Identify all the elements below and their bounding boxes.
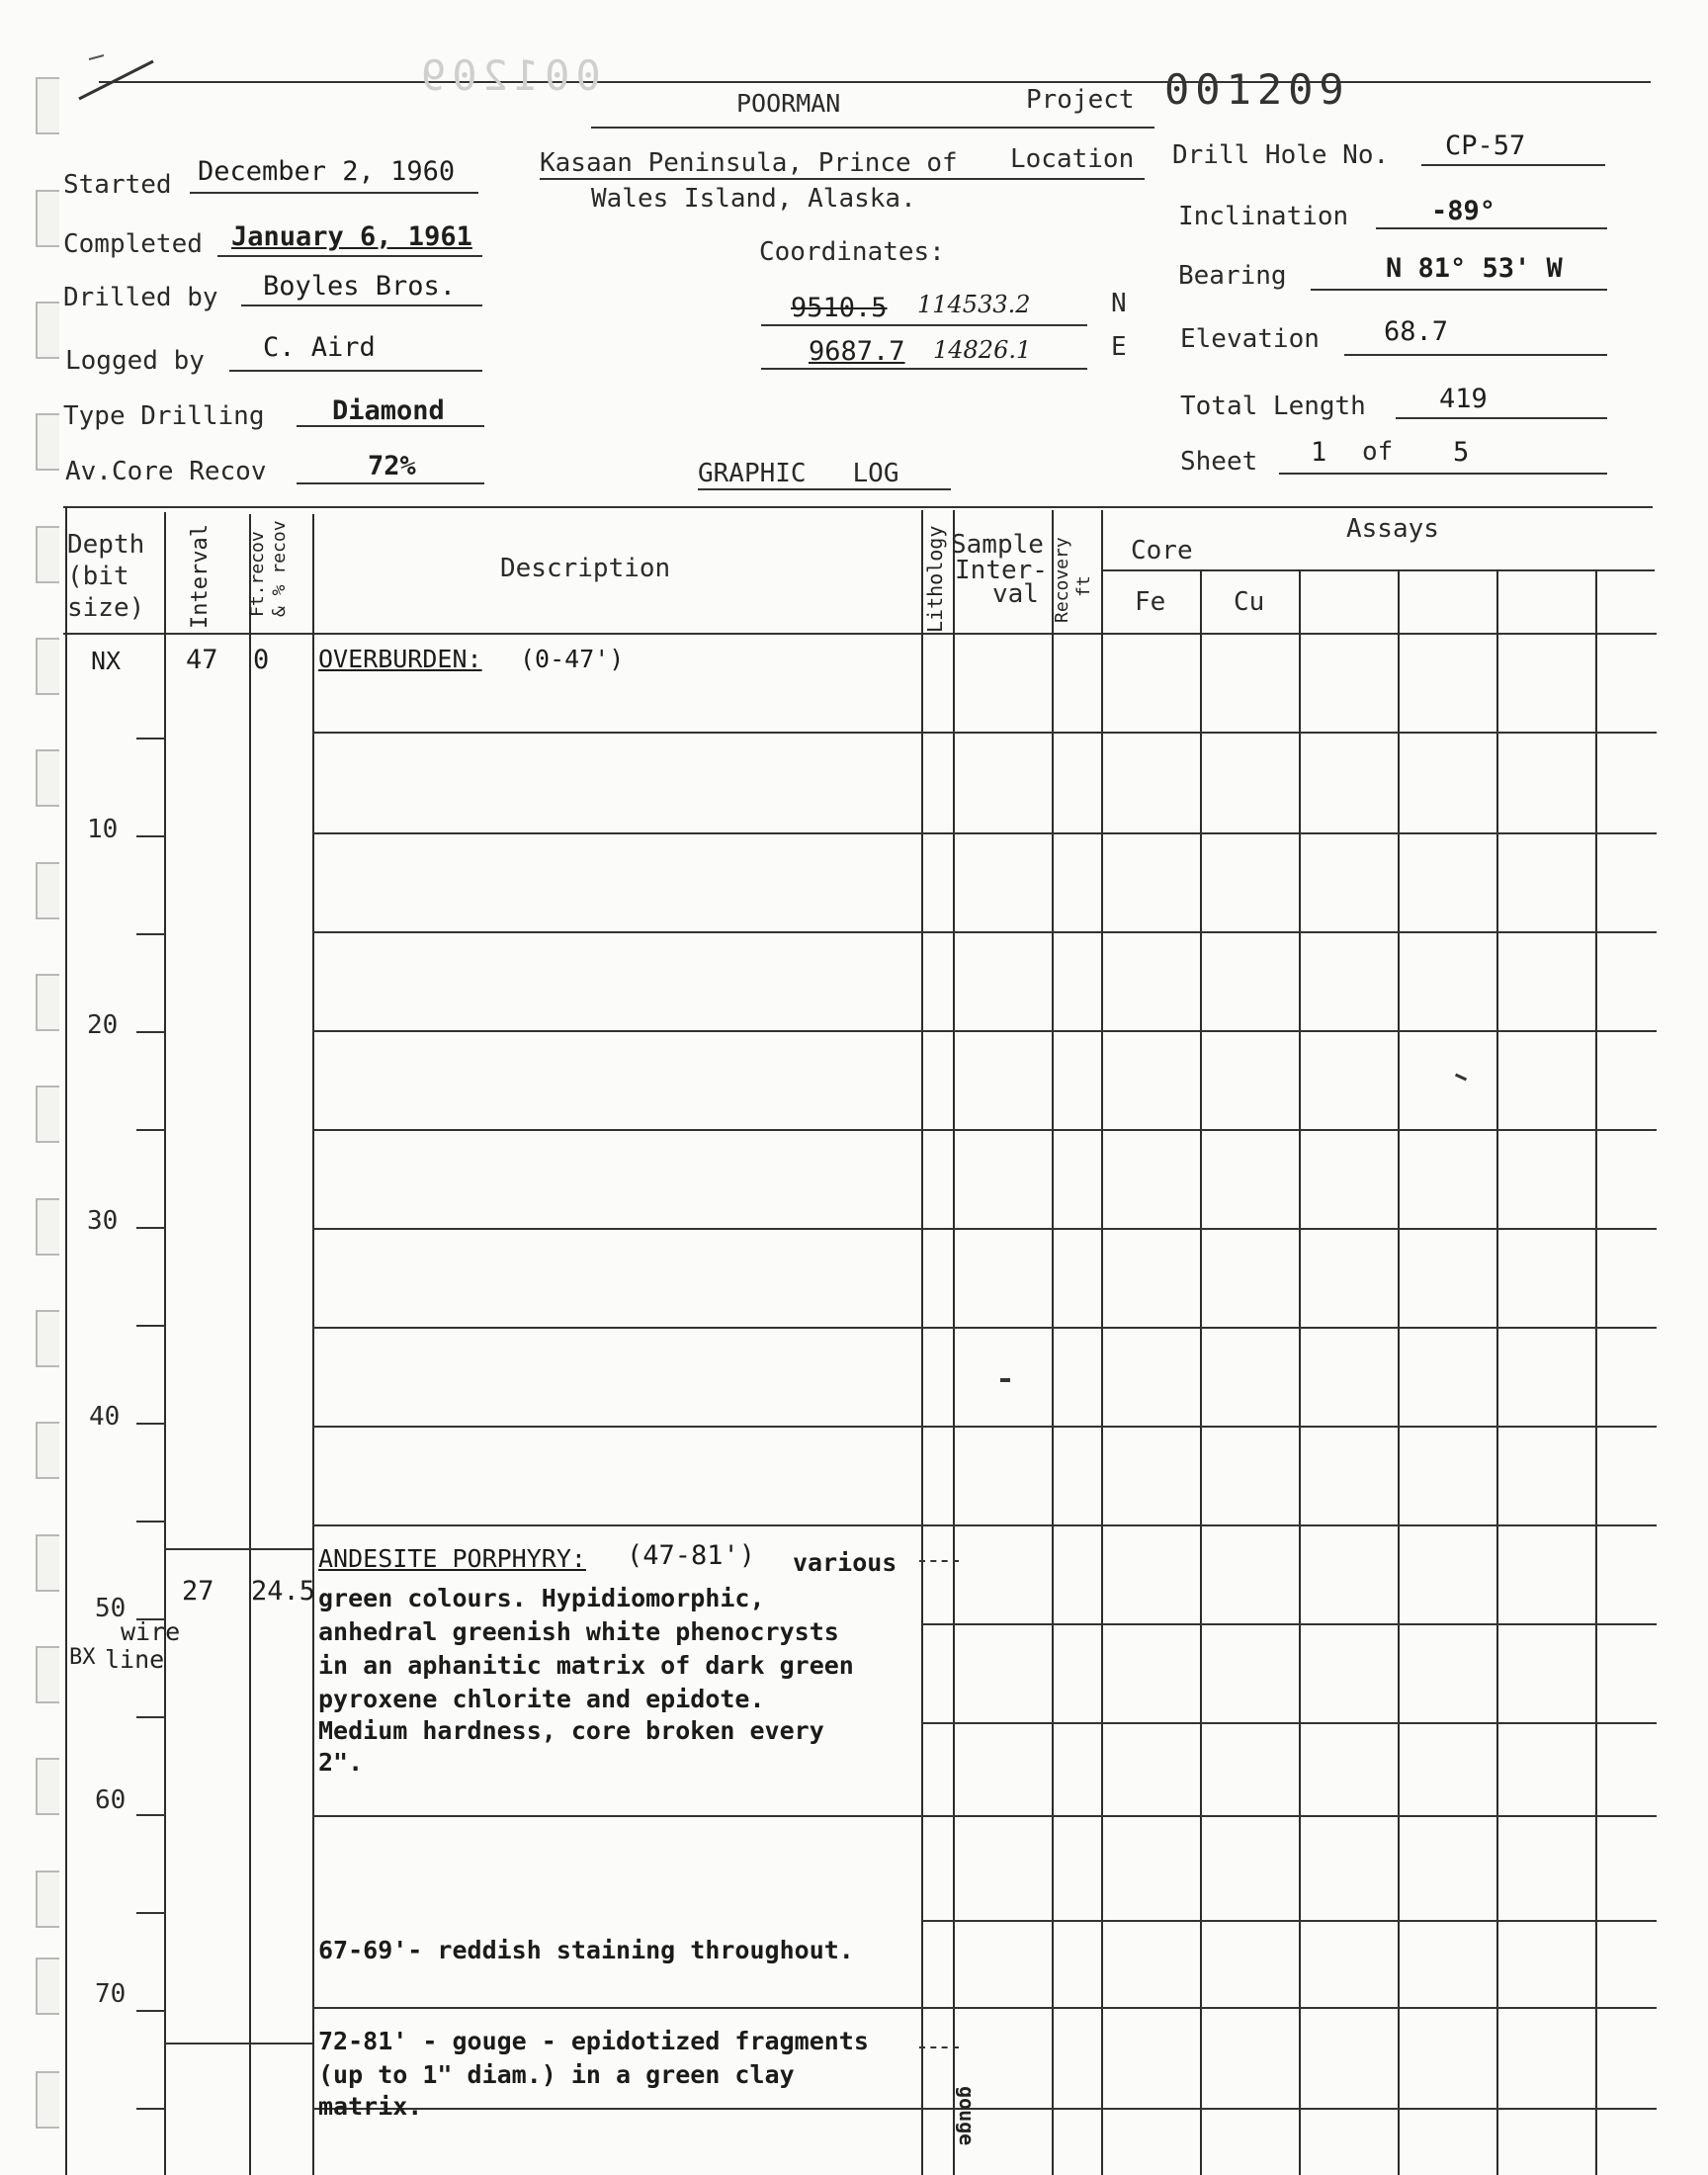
depth-tick — [136, 1227, 166, 1229]
depth-tick — [136, 2010, 166, 2012]
core-header-divider — [1101, 569, 1655, 571]
table-top-border — [63, 506, 1653, 508]
depth-label-70: 70 — [95, 1979, 127, 2009]
binder-hole — [36, 526, 59, 583]
row1-range: (0-47') — [520, 645, 625, 673]
depth-tick — [136, 2108, 166, 2110]
header-core: Core — [1131, 536, 1193, 566]
drilled-by-label: Drilled by — [63, 283, 218, 312]
col-border-fe — [1200, 569, 1202, 2175]
row-rule — [921, 1920, 1657, 1922]
coord-n-new: 114533.2 — [917, 291, 1031, 318]
coord-e-underline — [761, 368, 1087, 370]
corner-pencil-mark — [59, 40, 168, 109]
location-line2: Wales Island, Alaska. — [591, 184, 916, 214]
row1-interval: 47 — [186, 645, 218, 675]
inclination-value: -89° — [1431, 196, 1496, 226]
depth-tick — [136, 1031, 166, 1033]
coord-n-old: 9510.5 — [791, 293, 888, 323]
col-border-assay3 — [1595, 569, 1597, 2175]
location-line1: Kasaan Peninsula, Prince of — [540, 148, 958, 178]
header-recov-1: Ft.recov — [247, 531, 268, 617]
row2-line6: 2". — [318, 1748, 364, 1777]
header-description: Description — [500, 554, 671, 583]
header-depth-3: size) — [67, 593, 145, 623]
coord-e-suffix: E — [1111, 332, 1127, 362]
depth-label-50: 50 — [95, 1594, 127, 1623]
interval-marker-47 — [919, 1560, 959, 1562]
row2-interval: 27 — [182, 1576, 214, 1607]
binder-hole — [36, 638, 59, 695]
row-rule — [312, 931, 1657, 933]
binder-hole — [36, 1422, 59, 1479]
binder-hole — [36, 190, 59, 247]
logged-by-label: Logged by — [65, 346, 205, 376]
header-depth-1: Depth — [67, 530, 145, 560]
col-border-assay1 — [1398, 569, 1400, 2175]
type-drilling-label: Type Drilling — [63, 401, 265, 431]
completed-label: Completed — [63, 229, 203, 259]
row-rule — [312, 1228, 1657, 1230]
depth-tick — [136, 1129, 166, 1131]
depth-tick — [136, 1325, 166, 1327]
col-border-lithology-right — [953, 510, 955, 2175]
header-sample-3: val — [992, 579, 1039, 609]
header-interval: Interval — [188, 524, 213, 629]
bearing-underline — [1311, 289, 1607, 291]
row4-line1: 72-81' - gouge - epidotized fragments — [318, 2027, 869, 2055]
coord-n-suffix: N — [1111, 289, 1127, 318]
core-recov-underline — [297, 482, 484, 484]
col-border-lithology-left — [921, 510, 923, 2175]
header-cu: Cu — [1234, 587, 1265, 617]
binder-hole — [36, 749, 59, 807]
depth-label-60: 60 — [95, 1785, 127, 1815]
row2-line2: anhedral greenish white phenocrysts — [318, 1617, 839, 1646]
drill-hole-value: CP-57 — [1445, 130, 1526, 161]
sheet-underline — [1279, 473, 1607, 475]
project-name: POORMAN — [736, 89, 841, 118]
logged-by-value: C. Aird — [263, 332, 376, 363]
header-sample-1: Sample — [951, 530, 1044, 560]
col-border-sample — [1052, 510, 1054, 2175]
total-length-value: 419 — [1439, 384, 1488, 414]
row-rule — [312, 1426, 1657, 1428]
col-border-recov — [249, 514, 251, 2175]
binder-hole — [36, 2071, 59, 2129]
header-bottom-border — [63, 633, 1657, 635]
depth-tick — [136, 835, 166, 837]
binder-hole — [36, 1198, 59, 1256]
sheet-total: 5 — [1453, 437, 1470, 468]
row-rule — [312, 832, 1657, 834]
col-border-interval — [164, 512, 166, 2175]
elevation-label: Elevation — [1180, 324, 1320, 354]
binder-hole — [36, 1870, 59, 1928]
drill-hole-underline — [1421, 164, 1605, 166]
coord-e-old: 9687.7 — [809, 336, 905, 367]
total-length-underline — [1396, 417, 1607, 419]
depth-label-30: 30 — [87, 1206, 119, 1236]
bearing-value: N 81° 53' W — [1386, 253, 1563, 284]
col-border-assay2 — [1496, 569, 1498, 2175]
depth-label-20: 20 — [87, 1010, 119, 1040]
total-length-label: Total Length — [1180, 392, 1366, 421]
header-lithology: Lithology — [923, 525, 947, 633]
location-underline — [540, 178, 1145, 180]
core-recov-label: Av.Core Recov — [65, 457, 267, 486]
interval-marker-72 — [919, 2046, 959, 2048]
header-recovery-2: ft — [1073, 575, 1094, 597]
row2-recovery: 24.5 — [251, 1576, 316, 1607]
drill-hole-label: Drill Hole No. — [1172, 140, 1390, 170]
top-rule — [99, 81, 1651, 83]
type-drilling-underline — [297, 425, 484, 427]
row-rule — [312, 2007, 1657, 2009]
header-depth-2: (bit — [67, 562, 129, 591]
sheet-of-label: of — [1362, 437, 1394, 467]
col-border-cu — [1299, 569, 1301, 2175]
row2-line5: Medium hardness, core broken every — [318, 1716, 824, 1745]
row2-line4: pyroxene chlorite and epidote. — [318, 1685, 765, 1713]
depth-tick — [136, 738, 166, 740]
core-recov-value: 72% — [368, 451, 416, 481]
sheet-number: 1 — [1311, 437, 1327, 468]
row2-line0: various — [793, 1548, 897, 1577]
speck — [1000, 1378, 1010, 1382]
type-drilling-value: Diamond — [332, 395, 445, 426]
coord-n-underline — [761, 324, 1087, 326]
depth-tick — [136, 1814, 166, 1816]
col-border-left — [65, 506, 67, 2175]
row1-bit-size: NX — [91, 647, 122, 675]
location-label: Location — [1010, 144, 1135, 174]
binder-hole — [36, 1310, 59, 1367]
binder-hole — [36, 1958, 59, 2015]
started-value: December 2, 1960 — [198, 156, 456, 187]
header-sample-2: Inter- — [955, 556, 1048, 585]
sheet-label: Sheet — [1180, 447, 1258, 477]
binder-hole — [36, 1086, 59, 1143]
row4-line2: (up to 1" diam.) in a green clay — [318, 2060, 795, 2089]
row2-title: ANDESITE PORPHYRY: — [318, 1544, 586, 1573]
binder-hole — [36, 974, 59, 1031]
coordinates-label: Coordinates: — [759, 237, 945, 267]
row2-line3: in an aphanitic matrix of dark green — [318, 1651, 854, 1680]
started-underline — [190, 192, 478, 194]
row4-line3: matrix. — [318, 2092, 423, 2121]
binder-hole — [36, 413, 59, 471]
row2-line1: green colours. Hypidiomorphic, — [318, 1584, 765, 1612]
elevation-underline — [1344, 354, 1607, 356]
completed-value: January 6, 1961 — [231, 221, 472, 252]
binder-hole — [36, 1646, 59, 1703]
bleed-through-project-number: 001209 — [415, 51, 601, 100]
row1-recovery: 0 — [253, 645, 270, 675]
project-label: Project — [1026, 85, 1135, 115]
row-rule — [312, 1030, 1657, 1032]
header-assays: Assays — [1346, 514, 1439, 544]
graphic-log-underline — [698, 488, 951, 490]
binder-hole — [36, 302, 59, 359]
row2-bit-bx: BX — [69, 1645, 96, 1670]
interval-divider-72 — [164, 2043, 312, 2044]
depth-tick — [136, 1716, 166, 1718]
row3-line: 67-69'- reddish staining throughout. — [318, 1936, 854, 1964]
row-rule — [921, 1722, 1657, 1724]
binder-hole — [36, 77, 59, 134]
depth-tick — [136, 1912, 166, 1914]
depth-label-10: 10 — [87, 815, 119, 844]
coord-e-new: 14826.1 — [933, 336, 1032, 364]
binder-hole — [36, 1534, 59, 1592]
depth-tick — [136, 1521, 166, 1522]
row-rule — [921, 1623, 1657, 1625]
row-rule — [921, 2108, 1657, 2110]
drilled-by-underline — [241, 304, 482, 306]
row2-bit-wire: wire — [121, 1617, 181, 1646]
col-border-recovery — [1101, 510, 1103, 2175]
row-rule — [312, 1327, 1657, 1329]
graphic-log-label: GRAPHIC LOG — [698, 459, 899, 488]
depth-label-40: 40 — [89, 1402, 121, 1432]
row1-title: OVERBURDEN: — [318, 645, 482, 673]
elevation-value: 68.7 — [1384, 316, 1449, 347]
binder-hole — [36, 862, 59, 919]
header-recovery-1: Recovery — [1052, 537, 1072, 623]
row4-lithology: gouge — [955, 2086, 979, 2146]
speck — [1455, 1074, 1467, 1082]
row-rule — [312, 1524, 1657, 1526]
col-border-description — [312, 514, 314, 2175]
binder-hole — [36, 1758, 59, 1815]
project-underline — [591, 127, 1154, 129]
row2-range: (47-81') — [627, 1540, 756, 1571]
row-rule — [312, 732, 1657, 734]
completed-underline — [217, 255, 482, 257]
inclination-label: Inclination — [1178, 202, 1349, 231]
row2-bit-line: line — [105, 1645, 165, 1674]
logged-by-underline — [229, 370, 482, 372]
bearing-label: Bearing — [1178, 261, 1287, 291]
row-rule — [312, 1815, 1657, 1817]
depth-tick — [136, 933, 166, 935]
inclination-underline — [1376, 227, 1607, 229]
interval-divider-47 — [164, 1548, 312, 1550]
depth-tick — [136, 1423, 166, 1425]
row-rule — [312, 1129, 1657, 1131]
header-recov-2: & % recov — [269, 520, 290, 617]
started-label: Started — [63, 170, 172, 200]
project-number: 001209 — [1164, 65, 1350, 114]
drilled-by-value: Boyles Bros. — [263, 271, 457, 302]
header-fe: Fe — [1135, 587, 1166, 617]
